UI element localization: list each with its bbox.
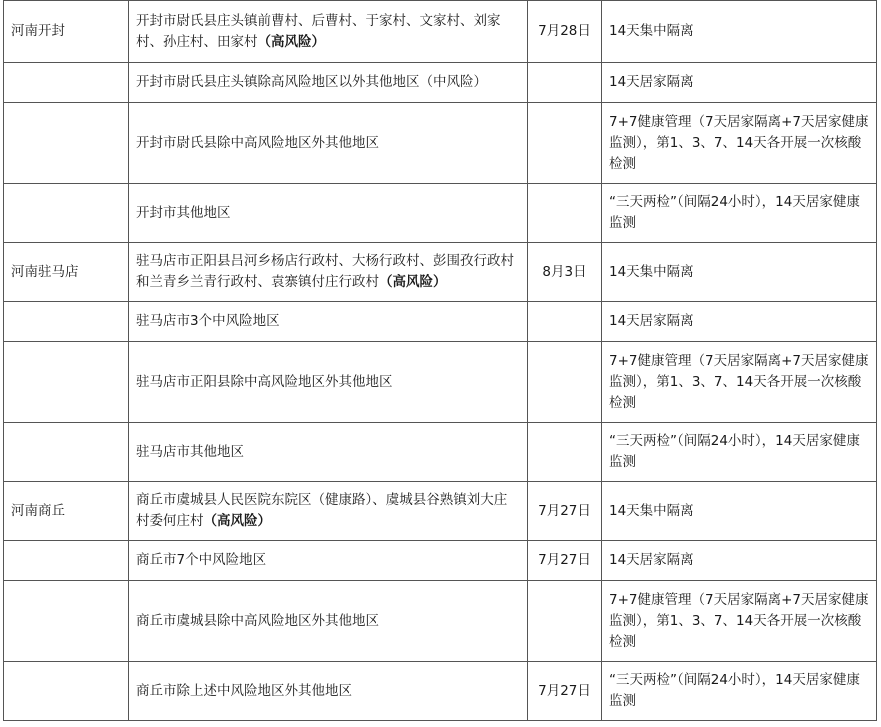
region-cell: 河南商丘 <box>4 482 129 541</box>
region-cell <box>4 342 129 423</box>
area-cell <box>129 243 528 302</box>
date-cell <box>528 581 602 662</box>
area-cell: 驻马店市正阳县除中高风险地区外其他地区 <box>129 342 528 423</box>
area-cell <box>129 482 528 541</box>
area-cell: 开封市其他地区 <box>129 184 528 243</box>
measure-cell: 14天集中隔离 <box>602 1 877 63</box>
area-text: 开封市尉氏县庄头镇前曹村、后曹村、于家村、文家村、刘家村、孙庄村、田家村 <box>136 12 501 50</box>
measure-cell: 14天居家隔离 <box>602 541 877 581</box>
region-cell <box>4 103 129 184</box>
region-cell <box>4 541 129 581</box>
area-cell: 开封市尉氏县庄头镇除高风险地区以外其他地区（中风险） <box>129 63 528 103</box>
table-row <box>4 63 877 103</box>
table-row <box>4 662 877 721</box>
measure-cell: 14天集中隔离 <box>602 243 877 302</box>
date-cell: 7月27日 <box>528 662 602 721</box>
area-cell <box>129 1 528 63</box>
table-row <box>4 184 877 243</box>
measure-cell: 14天集中隔离 <box>602 482 877 541</box>
measure-cell: 14天居家隔离 <box>602 302 877 342</box>
measure-cell: 14天居家隔离 <box>602 63 877 103</box>
date-cell: 7月27日 <box>528 541 602 581</box>
table-row <box>4 302 877 342</box>
high-risk-label: （高风险） <box>379 274 447 290</box>
measure-cell: “三天两检”（间隔24小时），14天居家健康监测 <box>602 184 877 243</box>
region-cell: 河南驻马店 <box>4 243 129 302</box>
measure-cell: 7+7健康管理（7天居家隔离+7天居家健康监测），第1、3、7、14天各开展一次核酸检测 <box>602 581 877 662</box>
date-cell <box>528 423 602 482</box>
date-cell <box>528 103 602 184</box>
measure-cell: “三天两检”（间隔24小时），14天居家健康监测 <box>602 423 877 482</box>
table-row <box>4 342 877 423</box>
table-row <box>4 581 877 662</box>
area-cell: 商丘市除上述中风险地区外其他地区 <box>129 662 528 721</box>
area-cell: 驻马店市3个中风险地区 <box>129 302 528 342</box>
region-cell <box>4 184 129 243</box>
area-cell: 商丘市虞城县除中高风险地区外其他地区 <box>129 581 528 662</box>
measure-cell: 7+7健康管理（7天居家隔离+7天居家健康监测），第1、3、7、14天各开展一次核酸检测 <box>602 342 877 423</box>
date-cell: 7月28日 <box>528 1 602 63</box>
risk-area-table <box>3 0 877 721</box>
area-text: 驻马店市正阳县吕河乡杨店行政村、大杨行政村、彭围孜行政村和兰青乡兰青行政村、袁寨镇付庄行政村 <box>136 253 514 290</box>
high-risk-label: （高风险） <box>203 513 271 529</box>
high-risk-label: （高风险） <box>257 33 325 50</box>
region-cell <box>4 662 129 721</box>
date-cell: 8月3日 <box>528 243 602 302</box>
date-cell: 7月27日 <box>528 482 602 541</box>
table-row <box>4 482 877 541</box>
area-cell: 开封市尉氏县除中高风险地区外其他地区 <box>129 103 528 184</box>
table-body <box>4 1 877 721</box>
date-cell <box>528 63 602 103</box>
area-cell: 商丘市7个中风险地区 <box>129 541 528 581</box>
table-row <box>4 103 877 184</box>
region-cell <box>4 63 129 103</box>
region-cell <box>4 581 129 662</box>
measure-cell: “三天两检”（间隔24小时），14天居家健康监测 <box>602 662 877 721</box>
area-cell: 驻马店市其他地区 <box>129 423 528 482</box>
region-cell <box>4 302 129 342</box>
area-text: 商丘市虞城县人民医院东院区（健康路）、虞城县谷熟镇刘大庄村委何庄村 <box>136 492 508 529</box>
date-cell <box>528 342 602 423</box>
region-cell <box>4 423 129 482</box>
table-row <box>4 541 877 581</box>
date-cell <box>528 184 602 243</box>
region-cell: 河南开封 <box>4 1 129 63</box>
table-row <box>4 243 877 302</box>
table-row <box>4 1 877 63</box>
date-cell <box>528 302 602 342</box>
table-row <box>4 423 877 482</box>
measure-cell: 7+7健康管理（7天居家隔离+7天居家健康监测），第1、3、7、14天各开展一次核酸检测 <box>602 103 877 184</box>
